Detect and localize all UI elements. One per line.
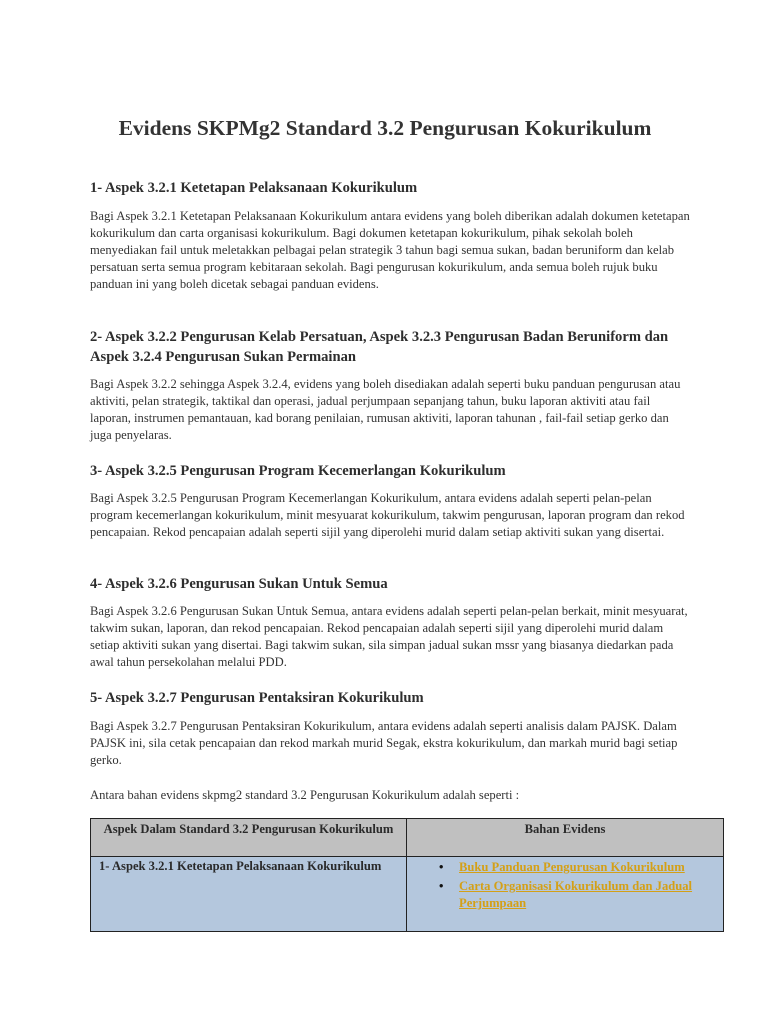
table-intro: Antara bahan evidens skpmg2 standard 3.2 Pengurusan Kokurikulum adalah seperti : [90,788,520,802]
table-row [91,857,724,932]
section-1-heading: 1- Aspek 3.2.1 Ketetapan Pelaksanaan Kokurikulum [90,180,418,196]
header-evidence: Bahan Evidens [407,819,724,857]
section-1-body: Bagi Aspek 3.2.1 Ketetapan Pelaksanaan Kokurikulum antara evidens yang boleh diberikan adalah dokumen ketetapan kokurikulum dan carta organisasi kokurikulum. Bagi dokumen ketetapan kokurikulum, pihak sekolah boleh menyediakan fail untuk meletakkan pelbagai pelan strategik 3 tahun bagi semua sukan, badan beruniform dan kelab persatuan serta semua program kebitaraan sekolah. Bagi pengurusan kokurikulum, anda semua boleh rujuk buku panduan ini yang boleh dicetak sebagai panduan evidens. [90,209,690,291]
section-3-body: Bagi Aspek 3.2.5 Pengurusan Program Kecemerlangan Kokurikulum, antara evidens adalah seperti pelan-pelan program kecemerlangan kokurikulum, minit mesyuarat kokurikulum, takwim pengurusan, laporan program dan rekod pencapaian. Rekod pencapaian adalah seperti sijil yang diperolehi murid dalam setiap aktiviti sukan yang disertai. [90,491,685,539]
section-5-body: Bagi Aspek 3.2.7 Pengurusan Pentaksiran Kokurikulum, antara evidens adalah seperti analisis dalam PAJSK. Dalam PAJSK ini, sila cetak pencapaian dan rekod markah murid Segak, ekstra kokurikulum, dan markah murid bagi setiap gerko. [90,719,678,767]
list-item [439,859,717,876]
document-title: Evidens SKPMg2 Standard 3.2 Pengurusan Kokurikulum [118,116,652,140]
evidence-link-carta-organisasi[interactable]: Carta Organisasi Kokurikulum dan Jadual Perjumpaan [459,879,693,910]
section-3-heading: 3- Aspek 3.2.5 Pengurusan Program Kecemerlangan Kokurikulum [90,463,506,479]
evidence-link-list [413,859,717,912]
section-2-body: Bagi Aspek 3.2.2 sehingga Aspek 3.2.4, evidens yang boleh disediakan adalah seperti buku panduan pengurusan atau aktiviti, pelan strategik, taktikal dan operasi, jadual perjumpaan sepanjang tahun, buku laporan aktiviti atau fail laporan, instrumen pemantauan, kad borang penilaian, rumusan aktiviti, laporan tahunan , fail-fail setiap gerko dan juga penyelaras. [90,377,681,442]
bullet-icon: • [439,879,444,893]
section-4-heading: 4- Aspek 3.2.6 Pengurusan Sukan Untuk Semua [90,576,388,592]
row-evidence-cell [407,857,724,932]
section-5-heading: 5- Aspek 3.2.7 Pengurusan Pentaksiran Kokurikulum [90,690,424,706]
section-2-heading: 2- Aspek 3.2.2 Pengurusan Kelab Persatuan, Aspek 3.2.3 Pengurusan Badan Beruniform dan Aspek 3.2.4 Pengurusan Sukan Permainan [90,329,669,365]
header-aspect: Aspek Dalam Standard 3.2 Pengurusan Kokurikulum [91,819,407,857]
section-4-body: Bagi Aspek 3.2.6 Pengurusan Sukan Untuk Semua, antara evidens adalah seperti pelan-pelan berkait, minit mesyuarat, takwim sukan, laporan, dan rekod pencapaian. Rekod pencapaian adalah seperti sijil yang diperolehi murid dalam setiap aktiviti sukan yang disertai. Bagi takwim sukan, sila simpan jadual sukan mssr yang biasanya diedarkan pada awal tahun persekolahan melalui PDD. [90,604,688,669]
row-aspect-cell: 1- Aspek 3.2.1 Ketetapan Pelaksanaan Kokurikulum [91,857,407,932]
evidence-link-buku-panduan[interactable]: Buku Panduan Pengurusan Kokurikulum [459,860,685,874]
list-item [439,878,717,912]
table-header-row [91,819,724,857]
evidence-table [90,818,724,932]
bullet-icon: • [439,860,444,874]
